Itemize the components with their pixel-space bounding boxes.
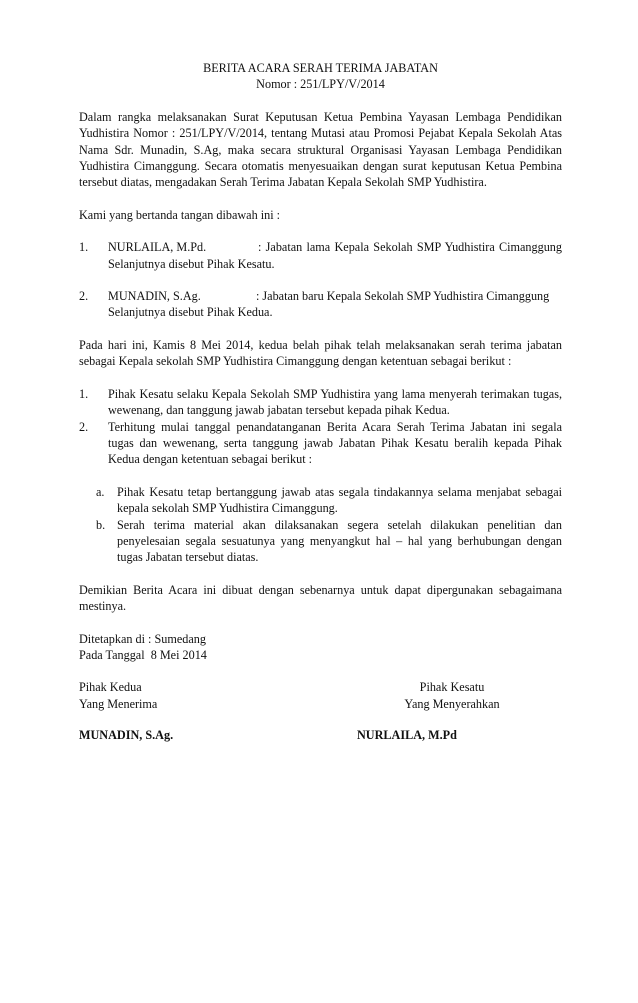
provision-item-1 <box>79 386 562 419</box>
closing-paragraph: Demikian Berita Acara ini dibuat dengan sebenarnya untuk dapat dipergunakan sebagaimana mestinya. <box>79 582 562 614</box>
sub-provision-letter: a. <box>96 484 105 499</box>
document-number: Nomor : 251/LPY/V/2014 <box>256 77 385 92</box>
sub-provision-text: Serah terima material akan dilaksanakan segera setelah dilakukan penelitian dan penyelesaian segala sesuatunya yang menyangkut hal – hal yang berhubungan dengan tugas Jabatan tersebut diatas. <box>117 517 562 565</box>
signature-names <box>79 727 562 743</box>
intro-paragraph: Dalam rangka melaksanakan Surat Keputusan Ketua Pembina Yayasan Lembaga Pendidikan Yudhistira Nomor : 251/LPY/V/2014, tentang Mutasi atau Promosi Pejabat Kepala Sekolah Atas Nama Sdr. Munadin, S.Ag, maka secara struktural Organisasi Yayasan Lembaga Pendidikan Yudhistira Cimanggung. Secara otomatis menyesuaikan dengan surat keputusan Ketua Pembina tersebut diatas, mengadakan Serah Terima Jabatan Kepala Sekolah SMP Yudhistira. <box>79 109 562 190</box>
right-party-label: Pihak Kesatu <box>419 680 485 695</box>
party-alias: Selanjutnya disebut Pihak Kesatu. <box>108 256 275 271</box>
right-signatory-name: NURLAILA, M.Pd <box>357 728 457 742</box>
party-number: 2. <box>79 289 89 304</box>
party-name: MUNADIN, S.Ag. <box>108 289 201 304</box>
date-line: Pada Tanggal 8 Mei 2014 <box>79 647 207 662</box>
sub-provision-b <box>79 517 562 566</box>
sub-provision-a <box>79 484 562 517</box>
left-role-label: Yang Menerima <box>79 696 158 711</box>
party-item-1 <box>79 239 562 272</box>
party-number: 1. <box>79 240 89 255</box>
party-name: NURLAILA, M.Pd. <box>108 240 207 255</box>
place-line: Ditetapkan di : Sumedang <box>79 631 206 646</box>
sub-provision-letter: b. <box>96 517 106 532</box>
provision-text: Terhitung mulai tanggal penandatanganan Berita Acara Serah Terima Jabatan ini segala tugas dan wewenang, serta tanggung jawab Jabatan Pihak Kesatu beralih kepada Pihak Kedua dengan ketentuan sebagai berikut : <box>108 419 562 467</box>
party-item-2 <box>79 288 562 321</box>
event-paragraph: Pada hari ini, Kamis 8 Mei 2014, kedua belah pihak telah melaksanakan serah terima jabatan sebagai Kepala sekolah SMP Yudhistira Cimanggung dengan ketentuan sebagai berikut : <box>79 337 562 369</box>
left-signatory-name: MUNADIN, S.Ag. <box>79 728 174 742</box>
signature-header <box>79 679 562 712</box>
provision-text: Pihak Kesatu selaku Kepala Sekolah SMP Yudhistira yang lama menyerah terimakan tugas, wewenang, dan tanggung jawab jabatan tersebut kepada pihak Kedua. <box>108 386 562 418</box>
provision-number: 1. <box>79 386 89 401</box>
left-party-label: Pihak Kedua <box>79 680 142 695</box>
party-role: : Jabatan baru Kepala Sekolah SMP Yudhistira Cimanggung <box>256 289 550 304</box>
document-body <box>79 60 562 712</box>
party-alias: Selanjutnya disebut Pihak Kedua. <box>108 305 273 320</box>
party-role: : Jabatan lama Kepala Sekolah SMP Yudhistira Cimanggung <box>258 240 562 255</box>
right-role-label: Yang Menyerahkan <box>404 696 500 711</box>
provision-item-2 <box>79 419 562 468</box>
document-title: BERITA ACARA SERAH TERIMA JABATAN <box>203 61 438 75</box>
provision-number: 2. <box>79 419 89 434</box>
sub-provision-text: Pihak Kesatu tetap bertanggung jawab atas segala tindakannya selama menjabat sebagai kepala sekolah SMP Yudhistira Cimanggung. <box>117 484 562 516</box>
signatories-intro: Kami yang bertanda tangan dibawah ini : <box>79 207 281 222</box>
